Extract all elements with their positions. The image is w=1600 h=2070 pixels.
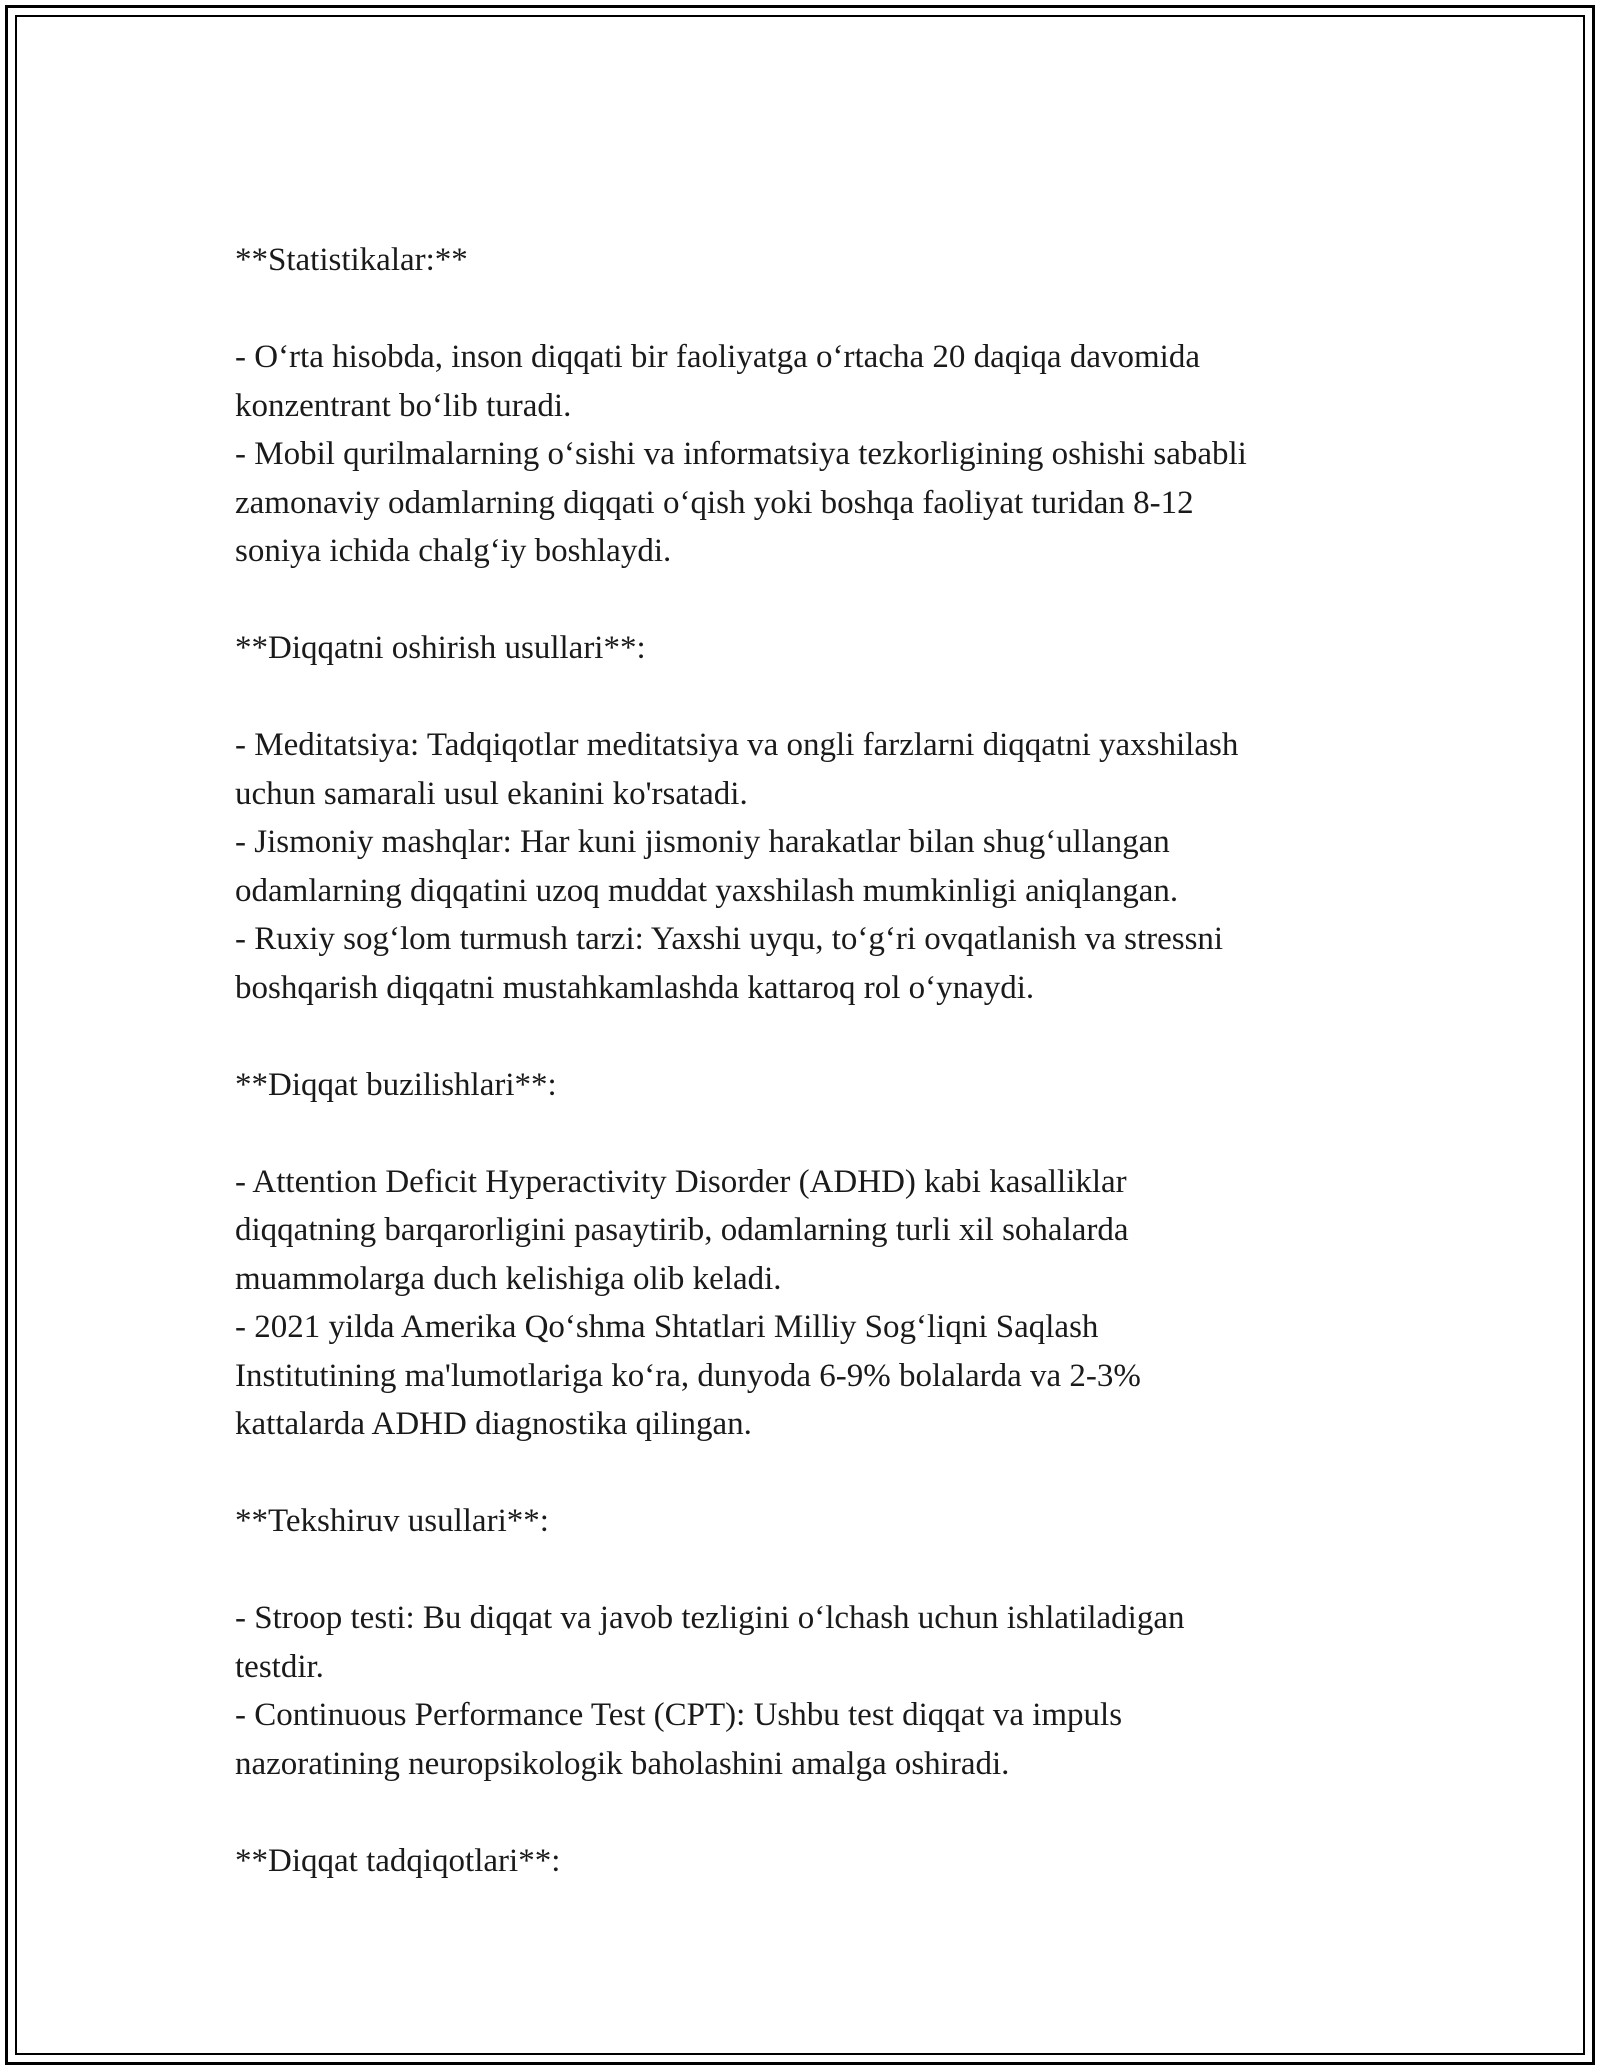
section-heading-research: **Diqqat tadqiqotlari**: — [235, 1842, 561, 1879]
tests-item-2: - Continuous Performance Test (CPT): Ushbu test diqqat va impuls nazoratining neuropsikologik baholashini amalga oshiradi. — [235, 1697, 1123, 1782]
paragraph-gap — [235, 1449, 1395, 1498]
paragraph-gap — [235, 576, 1395, 625]
statistics-item-2: - Mobil qurilmalarning o‘sishi va informatsiya tezkorligining oshishi sababli zamonaviy odamlarning diqqati o‘qish yoki boshqa faoliyat turidan 8-12 soniya ichida chalg‘iy boshlaydi. — [235, 436, 1247, 569]
document-body — [235, 236, 1395, 1885]
section-heading-disorders: **Diqqat buzilishlari**: — [235, 1066, 557, 1103]
section-heading-statistics: **Statistikalar:** — [235, 242, 468, 278]
paragraph-gap — [235, 1109, 1395, 1158]
methods-item-1: - Meditatsiya: Tadqiqotlar meditatsiya va ongli farzlarni diqqatni yaxshilash uchun samarali usul ekanini ko'rsatadi. — [235, 727, 1239, 812]
section-heading-methods: **Diqqatni oshirish usullari**: — [235, 630, 646, 666]
methods-item-2: - Jismoniy mashqlar: Har kuni jismoniy harakatlar bilan shug‘ullangan odamlarning diqqatini uzoq muddat yaxshilash mumkinligi aniqlangan. — [235, 824, 1179, 909]
paragraph-gap — [235, 1546, 1395, 1595]
paragraph-gap — [235, 1788, 1395, 1837]
paragraph-gap — [235, 673, 1395, 722]
section-heading-tests: **Tekshiruv usullari**: — [235, 1503, 549, 1539]
paragraph-gap — [235, 1012, 1395, 1061]
statistics-item-1: - O‘rta hisobda, inson diqqati bir faoliyatga o‘rtacha 20 daqiqa davomida konzentrant bo‘lib turadi. — [235, 339, 1200, 424]
methods-item-3: - Ruxiy sog‘lom turmush tarzi: Yaxshi uyqu, to‘g‘ri ovqatlanish va stressni boshqarish diqqatni mustahkamlashda kattaroq rol o‘ynaydi. — [235, 921, 1224, 1006]
tests-item-1: - Stroop testi: Bu diqqat va javob tezligini o‘lchash uchun ishlatiladigan testdir. — [235, 1600, 1185, 1685]
disorders-item-1: - Attention Deficit Hyperactivity Disorder (ADHD) kabi kasalliklar diqqatning barqarorligini pasaytirib, odamlarning turli xil sohalarda muammolarga duch kelishiga olib keladi. — [235, 1163, 1129, 1297]
paragraph-gap — [235, 285, 1395, 334]
disorders-item-2: - 2021 yilda Amerika Qo‘shma Shtatlari Milliy Sog‘liqni Saqlash Institutining ma'lumotlariga ko‘ra, dunyoda 6-9% bolalarda va 2-3% kattalarda ADHD diagnostika qilingan. — [235, 1309, 1141, 1442]
